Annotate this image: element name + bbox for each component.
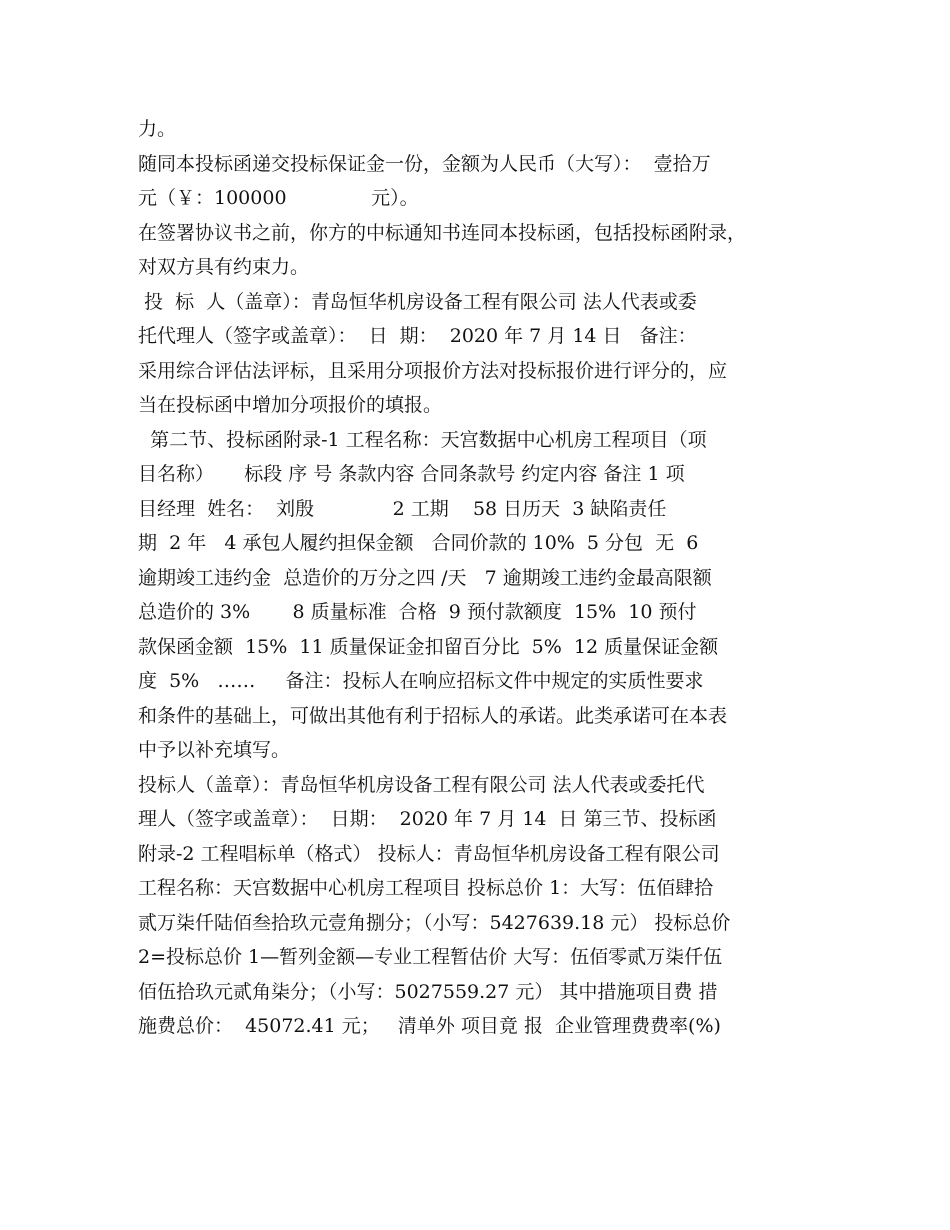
text-line: 托代理人（签字或盖章）： 日 期： 2020 年 7 月 14 日 备注：: [138, 325, 697, 347]
text-line: 元（￥：100000 元）。: [138, 187, 419, 209]
text-line: 2=投标总价 1—暂列金额—专业工程暂估价 大写：伍佰零贰万柒仟伍: [138, 946, 723, 968]
text-line: 贰万柒仟陆佰叁拾玖元壹角捌分；（小写：5427639.18 元） 投标总价: [138, 911, 731, 934]
text-line: 第二节、投标函附录-1 工程名称：天宫数据中心机房工程项目（项: [138, 428, 707, 451]
text-line: 逾期竣工违约金 总造价的万分之四 /天 7 逾期竣工违约金最高限额: [138, 566, 712, 589]
text-line: 投 标 人（盖章）：青岛恒华机房设备工程有限公司 法人代表或委: [138, 290, 697, 313]
text-line: 投标人（盖章）：青岛恒华机房设备工程有限公司 法人代表或委托代: [138, 773, 705, 796]
text-line: 度 5% …… 备注：投标人在响应招标文件中规定的实质性要求: [138, 670, 704, 692]
text-line: 期 2 年 4 承包人履约担保金额 合同价款的 10% 5 分包 无 6: [138, 532, 699, 554]
text-line: 佰伍拾玖元贰角柒分；（小写：5027559.27 元） 其中措施项目费 措: [138, 980, 718, 1003]
text-line: 当在投标函中增加分项报价的填报。: [138, 394, 443, 416]
text-line: 中予以补充填写。: [138, 739, 291, 761]
text-line: 目经理 姓名： 刘殷 2 工期 58 日历天 3 缺陷责任: [138, 497, 667, 520]
text-line: 工程名称：天宫数据中心机房工程项目 投标总价 1：大写：伍佰肆拾: [138, 877, 714, 899]
text-line: 对双方具有约束力。: [138, 256, 310, 278]
text-line: 总造价的 3% 8 质量标准 合格 9 预付款额度 15% 10 预付: [138, 601, 697, 623]
text-line: 目名称） 标段 序 号 条款内容 合同条款号 约定内容 备注 1 项: [138, 463, 685, 485]
text-line: 附录-2 工程唱标单（格式） 投标人：青岛恒华机房设备工程有限公司: [138, 842, 720, 865]
text-line: 理人（签字或盖章）： 日期： 2020 年 7 月 14 日 第三节、投标函: [138, 808, 717, 830]
document-body: [138, 112, 818, 1044]
text-line: 力。: [138, 118, 177, 140]
text-line: 随同本投标函递交投标保证金一份，金额为人民币（大写）： 壹拾万: [138, 152, 711, 175]
text-line: 在签署协议书之前，你方的中标通知书连同本投标函，包括投标函附录，: [138, 221, 747, 244]
text-line: 施费总价： 45072.41 元； 清单外 项目竟 报 企业管理费费率(%): [138, 1015, 721, 1037]
text-line: 和条件的基础上，可做出其他有利于招标人的承诺。此类承诺可在本表: [138, 704, 728, 727]
text-line: 采用综合评估法评标，且采用分项报价方法对投标报价进行评分的，应: [138, 359, 728, 382]
text-line: 款保函金额 15% 11 质量保证金扣留百分比 5% 12 质量保证金额: [138, 635, 719, 658]
